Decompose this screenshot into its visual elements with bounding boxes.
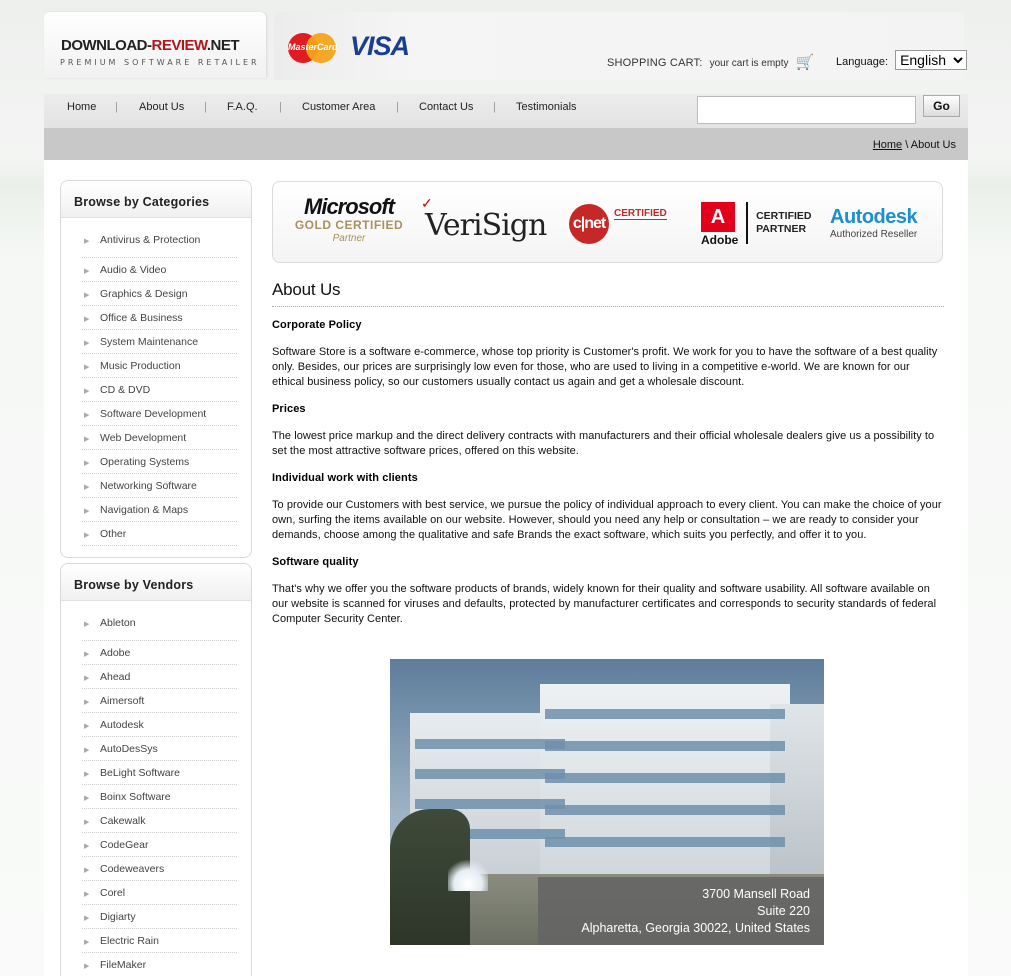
vendor-item[interactable]: ▶ CodeGear bbox=[82, 833, 237, 857]
bullet-arrow-icon: ▶ bbox=[84, 460, 90, 467]
nav-separator: | bbox=[115, 101, 118, 113]
categories-box bbox=[60, 180, 252, 558]
nav-about-us[interactable]: About Us bbox=[139, 101, 185, 113]
address-line: Suite 220 bbox=[757, 904, 810, 918]
bullet-arrow-icon: ▶ bbox=[84, 867, 90, 874]
bullet-arrow-icon: ▶ bbox=[84, 699, 90, 706]
check-icon: ✓ bbox=[421, 196, 432, 212]
language-select[interactable] bbox=[895, 50, 967, 70]
nav-customer-area[interactable]: Customer Area bbox=[302, 101, 376, 113]
bullet-arrow-icon: ▶ bbox=[84, 484, 90, 491]
section-text: Software Store is a software e-commerce, whose top priority is Customer's profit. We work for you to have the software of a best quality only. Besides, our prices are surprisingly low even for those, who are used to living in a competitive e-world. We are known for our ethical business policy, so our customers usually contact us again and get a wholesale discount. bbox=[272, 346, 938, 388]
bullet-arrow-icon: ▶ bbox=[84, 771, 90, 778]
page-title: About Us bbox=[272, 280, 944, 307]
bullet-arrow-icon: ▶ bbox=[84, 891, 90, 898]
nav-home[interactable]: Home bbox=[67, 101, 97, 113]
office-building-photo bbox=[390, 659, 824, 945]
category-item[interactable]: ▶ Software Development bbox=[82, 402, 237, 426]
bullet-arrow-icon: ▶ bbox=[84, 292, 90, 299]
section-text: The lowest price markup and the direct delivery contracts with manufacturers and their official wholesale dealers give us a possibility to set the most attractive software prices, offered on this website. bbox=[272, 430, 935, 457]
visa-logo: VISA bbox=[350, 31, 410, 61]
bullet-arrow-icon: ▶ bbox=[84, 268, 90, 275]
nav-separator: | bbox=[279, 101, 282, 113]
logo-tagline: PREMIUM SOFTWARE RETAILER bbox=[60, 58, 260, 67]
vendor-item[interactable]: ▶ Electric Rain bbox=[82, 929, 237, 953]
address-line: 3700 Mansell Road bbox=[702, 887, 810, 901]
vendor-item[interactable]: ▶ Autodesk bbox=[82, 713, 237, 737]
breadcrumb-separator: \ bbox=[905, 139, 909, 151]
search-go-button[interactable]: Go bbox=[923, 95, 960, 117]
vendor-item[interactable]: ▶ Codeweavers bbox=[82, 857, 237, 881]
section-heading: Corporate Policy bbox=[272, 319, 362, 331]
bullet-arrow-icon: ▶ bbox=[84, 364, 90, 371]
category-item[interactable]: ▶ System Maintenance bbox=[82, 330, 237, 354]
vendor-item[interactable]: ▶ Cakewalk bbox=[82, 809, 237, 833]
bullet-arrow-icon: ▶ bbox=[84, 939, 90, 946]
verisign-logo: ✓ VeriSign bbox=[421, 196, 547, 243]
nav-contact-us[interactable]: Contact Us bbox=[419, 101, 474, 113]
address-line: Alpharetta, Georgia 30022, United States bbox=[581, 921, 810, 935]
vendor-item[interactable]: ▶ AutoDesSys bbox=[82, 737, 237, 761]
section-text: To provide our Customers with best service, we pursue the policy of individual approach to every client. You can make the choice of your own, surfing the items available on our website. However, should you need any help or consultation – we are ready to consider your demands, choose among the qualitative and safe Brands the exact software, which suits you perfectly, and offer it to you. bbox=[272, 499, 942, 541]
cart-icon[interactable]: 🛒 bbox=[795, 54, 815, 71]
bullet-arrow-icon: ▶ bbox=[84, 340, 90, 347]
vendor-item[interactable]: ▶ Corel bbox=[82, 881, 237, 905]
category-item[interactable]: ▶ Other bbox=[82, 522, 237, 546]
category-item[interactable]: ▶ Graphics & Design bbox=[82, 282, 237, 306]
vendor-item[interactable]: ▶ Ahead bbox=[82, 665, 237, 689]
bullet-arrow-icon: ▶ bbox=[84, 436, 90, 443]
partner-logos bbox=[272, 181, 943, 263]
vendor-item[interactable]: ▶ Digiarty bbox=[82, 905, 237, 929]
address-caption bbox=[538, 877, 824, 945]
vendor-item[interactable]: ▶ FileMaker bbox=[82, 953, 237, 976]
cnet-certified-logo: c|netCERTIFIED bbox=[569, 204, 667, 244]
categories-title: Browse by Categories bbox=[61, 181, 251, 218]
bullet-arrow-icon: ▶ bbox=[84, 747, 90, 754]
vendor-item[interactable]: ▶ Adobe bbox=[82, 641, 237, 665]
category-item[interactable]: ▶ Navigation & Maps bbox=[82, 498, 237, 522]
vendor-item[interactable]: ▶ BeLight Software bbox=[82, 761, 237, 785]
language-label: Language: bbox=[836, 56, 888, 68]
cart-status: your cart is empty bbox=[709, 58, 789, 69]
main-content bbox=[272, 280, 944, 627]
section-heading: Individual work with clients bbox=[272, 472, 418, 484]
mastercard-logo: MasterCard bbox=[288, 33, 338, 63]
header bbox=[44, 0, 968, 128]
search-input[interactable] bbox=[697, 96, 916, 124]
nav-faq[interactable]: F.A.Q. bbox=[227, 101, 258, 113]
microsoft-partner-logo: Microsoft GOLD CERTIFIED Partner bbox=[294, 194, 404, 244]
bullet-arrow-icon: ▶ bbox=[84, 238, 90, 245]
nav-separator: | bbox=[493, 101, 496, 113]
vendors-box bbox=[60, 563, 252, 976]
category-item[interactable]: ▶ Antivirus & Protection bbox=[82, 234, 237, 258]
vendor-item[interactable]: ▶ Ableton bbox=[82, 617, 237, 641]
autodesk-reseller-logo: Autodesk Authorized Reseller bbox=[830, 206, 918, 240]
shopping-cart[interactable] bbox=[607, 53, 814, 71]
bullet-arrow-icon: ▶ bbox=[84, 963, 90, 970]
nav-separator: | bbox=[396, 101, 399, 113]
breadcrumb-home-link[interactable]: Home bbox=[872, 139, 903, 151]
categories-list bbox=[61, 218, 251, 546]
bullet-arrow-icon: ▶ bbox=[84, 819, 90, 826]
cart-label: SHOPPING CART: bbox=[607, 57, 703, 69]
logo-text: DOWNLOAD-REVIEW.NET bbox=[61, 37, 240, 54]
section-text: That's why we offer you the software products of brands, widely known for their quality and software usability. All software available on our website is scanned for viruses and defaults, protected by manufacturer certificates and corresponds to security standards of federal Computer Security Center. bbox=[272, 583, 937, 625]
category-item[interactable]: ▶ Audio & Video bbox=[82, 258, 237, 282]
vendor-item[interactable]: ▶ Aimersoft bbox=[82, 689, 237, 713]
breadcrumb-bar bbox=[44, 128, 968, 160]
nav-testimonials[interactable]: Testimonials bbox=[516, 101, 577, 113]
category-item[interactable]: ▶ Networking Software bbox=[82, 474, 237, 498]
category-item[interactable]: ▶ CD & DVD bbox=[82, 378, 237, 402]
bullet-arrow-icon: ▶ bbox=[84, 532, 90, 539]
breadcrumb bbox=[873, 139, 956, 151]
bullet-arrow-icon: ▶ bbox=[84, 412, 90, 419]
bullet-arrow-icon: ▶ bbox=[84, 915, 90, 922]
vendors-list bbox=[61, 601, 251, 976]
bullet-arrow-icon: ▶ bbox=[84, 795, 90, 802]
language-selector bbox=[836, 50, 967, 70]
bullet-arrow-icon: ▶ bbox=[84, 316, 90, 323]
bullet-arrow-icon: ▶ bbox=[84, 651, 90, 658]
section-heading: Prices bbox=[272, 403, 306, 415]
category-item[interactable]: ▶ Web Development bbox=[82, 426, 237, 450]
bullet-arrow-icon: ▶ bbox=[84, 723, 90, 730]
adobe-partner-logo: A Adobe CERTIFIED PARTNER bbox=[701, 202, 811, 244]
bullet-arrow-icon: ▶ bbox=[84, 508, 90, 515]
nav-separator: | bbox=[204, 101, 207, 113]
section-heading: Software quality bbox=[272, 556, 359, 568]
logo[interactable] bbox=[44, 12, 266, 78]
breadcrumb-current: About Us bbox=[910, 139, 956, 151]
bullet-arrow-icon: ▶ bbox=[84, 621, 90, 628]
vendor-item[interactable]: ▶ Boinx Software bbox=[82, 785, 237, 809]
main-nav bbox=[44, 94, 968, 128]
category-item[interactable]: ▶ Office & Business bbox=[82, 306, 237, 330]
category-item[interactable]: ▶ Music Production bbox=[82, 354, 237, 378]
category-item[interactable]: ▶ Operating Systems bbox=[82, 450, 237, 474]
bullet-arrow-icon: ▶ bbox=[84, 388, 90, 395]
vendors-title: Browse by Vendors bbox=[61, 564, 251, 601]
page bbox=[44, 0, 968, 976]
bullet-arrow-icon: ▶ bbox=[84, 675, 90, 682]
bullet-arrow-icon: ▶ bbox=[84, 843, 90, 850]
